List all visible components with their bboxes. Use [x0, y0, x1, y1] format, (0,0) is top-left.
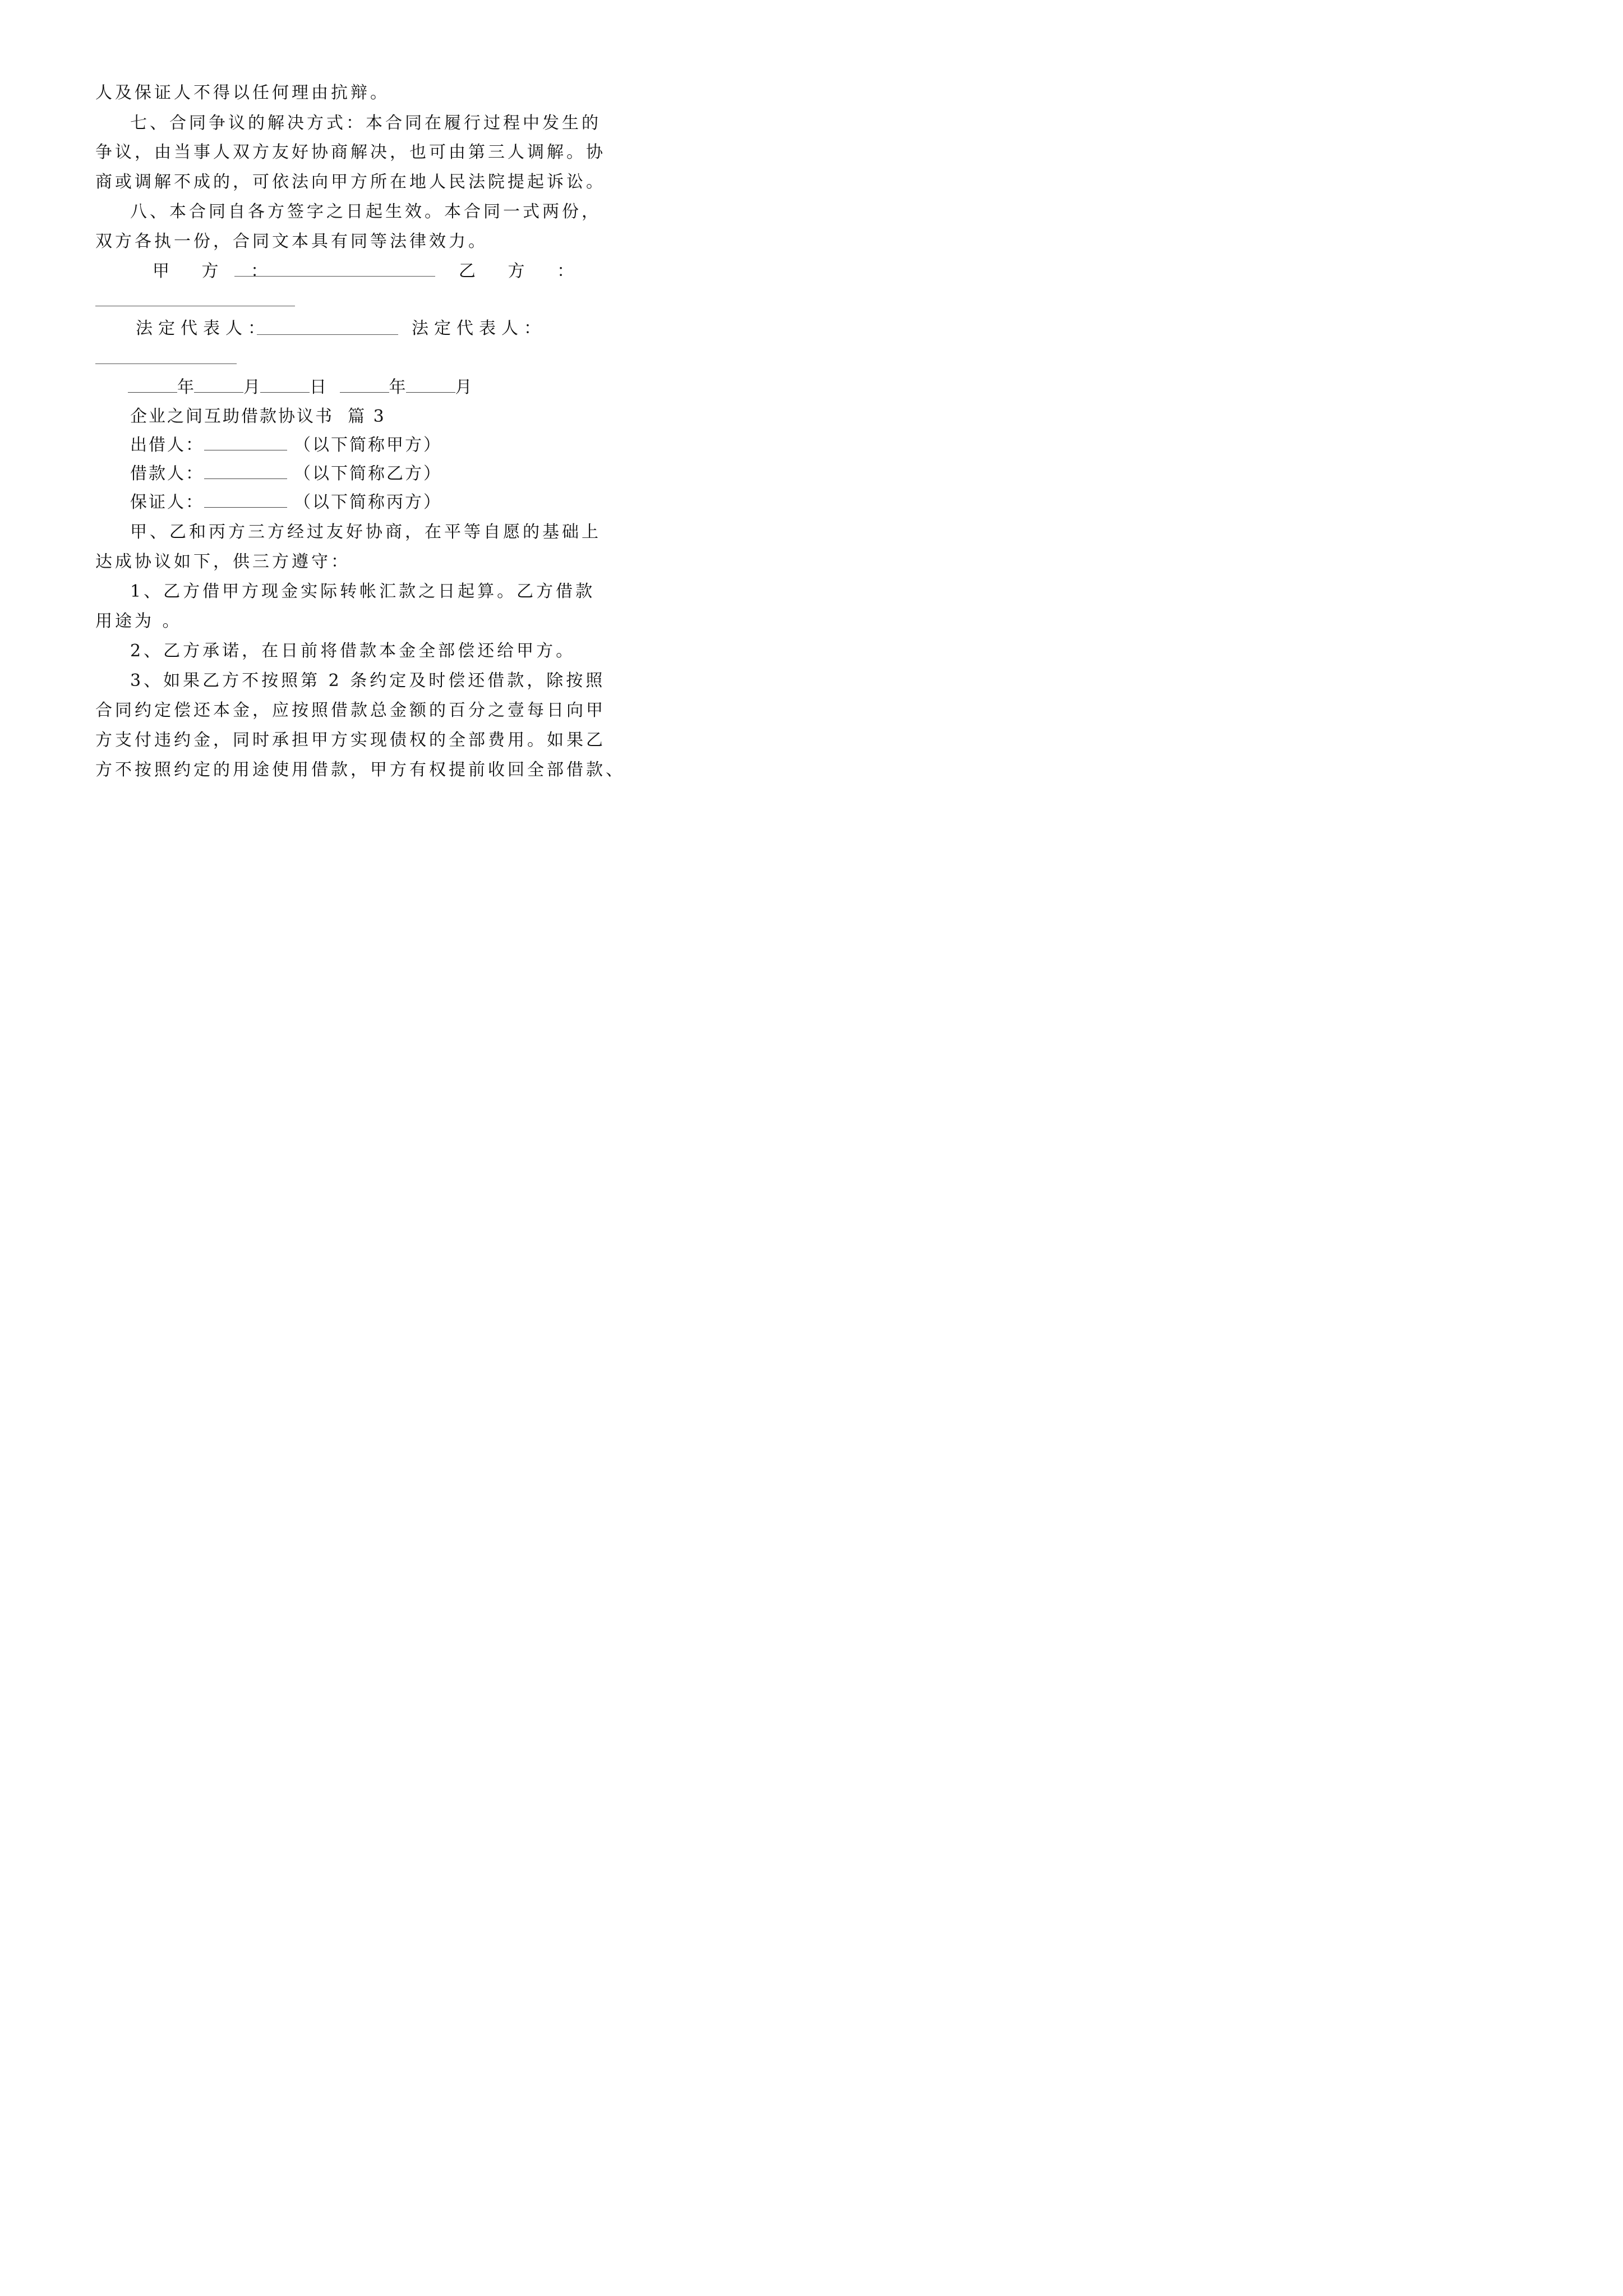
paragraph-line: 合同约定偿还本金，应按照借款总金额的百分之壹每日向甲: [95, 701, 606, 720]
paragraph-line: 商或调解不成的，可依法向甲方所在地人民法院提起诉讼。: [95, 172, 606, 192]
paragraph-line: 甲、乙和丙方三方经过友好协商，在平等自愿的基础上: [130, 522, 601, 542]
document-page: [0, 0, 625, 873]
lender-row: [130, 434, 442, 457]
paragraph-line: 达成协议如下，供三方遵守：: [95, 552, 351, 572]
legal-rep-b-label: 法定代表人：: [412, 319, 546, 338]
party-a-signature-line: [234, 276, 435, 277]
year-blank-a: [128, 376, 177, 393]
paragraph-line: 3、如果乙方不按照第 2 条约定及时偿还借款，除按照: [130, 671, 606, 691]
month-label-b: 月: [455, 378, 472, 397]
paragraph-line: 1、乙方借甲方现金实际转帐汇款之日起算。乙方借款: [130, 582, 596, 601]
paragraph-line: 2、乙方承诺，在日前将借款本金全部偿还给甲方。: [130, 641, 576, 661]
party-a-label: 甲 方 ：: [153, 261, 282, 281]
year-blank-b: [340, 376, 389, 393]
section-title: 企业之间互助借款协议书 篇 3: [130, 407, 386, 426]
legal-rep-a-label: 法定代表人：: [136, 319, 270, 338]
paragraph-line: 方支付违约金，同时承担甲方实现债权的全部费用。如果乙: [95, 730, 606, 750]
paragraph-line: 双方各执一份，合同文本具有同等法律效力。: [95, 232, 488, 251]
borrower-row: [130, 463, 442, 485]
month-blank-b: [406, 376, 455, 393]
lender-note: （以下简称甲方）: [294, 435, 442, 455]
borrower-blank: [204, 463, 287, 479]
month-label-a: 月: [243, 378, 260, 397]
legal-rep-a-signature-line: [257, 334, 398, 335]
paragraph-line: 七、合同争议的解决方式：本合同在履行过程中发生的: [130, 113, 601, 133]
guarantor-row: [130, 491, 442, 514]
paragraph-line: 用途为 。: [95, 611, 182, 631]
date-line: [128, 376, 472, 399]
paragraph-line: 人及保证人不得以任何理由抗辩。: [95, 83, 390, 103]
year-label-b: 年: [389, 378, 406, 397]
guarantor-note: （以下简称丙方）: [294, 493, 442, 512]
guarantor-blank: [204, 491, 287, 508]
lender-blank: [204, 434, 287, 450]
guarantor-label: 保证人：: [130, 493, 204, 512]
paragraph-line: 八、本合同自各方签字之日起生效。本合同一式两份，: [130, 202, 601, 222]
paragraph-line: 方不按照约定的用途使用借款，甲方有权提前收回全部借款、: [95, 760, 625, 780]
borrower-note: （以下简称乙方）: [294, 464, 442, 484]
paragraph-line: 争议，由当事人双方友好协商解决，也可由第三人调解。协: [95, 142, 606, 162]
party-b-label: 乙 方 ：: [459, 261, 588, 281]
month-blank-a: [194, 376, 243, 393]
day-label-a: 日: [310, 378, 326, 397]
borrower-label: 借款人：: [130, 464, 204, 484]
year-label-a: 年: [177, 378, 194, 397]
lender-label: 出借人：: [130, 435, 204, 455]
day-blank-a: [260, 376, 310, 393]
